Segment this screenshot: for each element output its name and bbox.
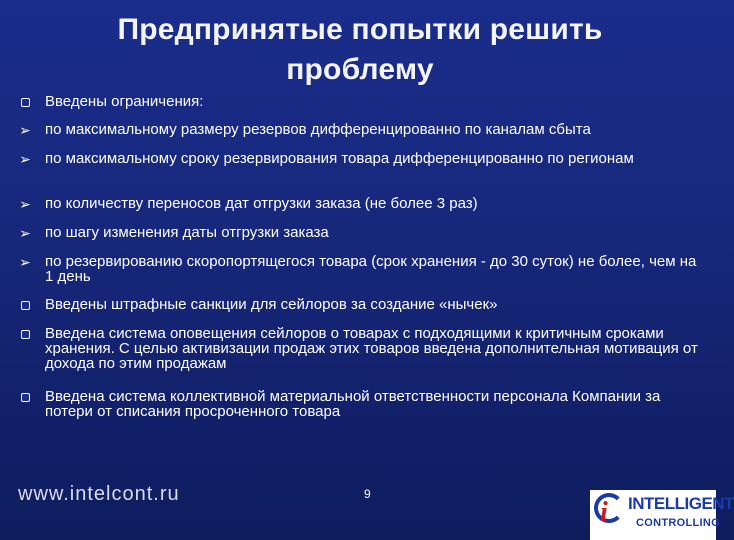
arrow-bullet-icon: ➢	[19, 225, 31, 241]
arrow-bullet-icon: ➢	[19, 196, 31, 212]
title-line-1: Предпринятые попытки решить	[117, 13, 603, 46]
page-number: 9	[364, 487, 371, 501]
arrow-bullet-icon: ➢	[19, 151, 31, 167]
logo-word-intelligent: INTELLIGENT	[628, 494, 734, 513]
arrow-bullet-icon: ➢	[19, 254, 31, 270]
bullet-text: Введена система оповещения сейлоров о товарах с подходящими к критичным сроками хранения. С целью активизации продаж этих товаров введена дополнительная мотивация от дохода по этим продажам	[45, 325, 698, 372]
arrow-bullet-icon: ➢	[19, 122, 31, 138]
checkbox-bullet-icon	[18, 390, 32, 404]
bullet-text: Введена система коллективной материальной ответственности персонала Компании за потери от списания просроченного товара	[45, 388, 661, 420]
title-line-2: проблему	[286, 53, 434, 86]
checkbox-bullet-icon	[18, 95, 32, 109]
bullet-text: Введены штрафные санкции для сейлоров за создание «нычек»	[45, 296, 498, 313]
bullet-text: по количеству переносов дат отгрузки заказа (не более 3 раз)	[45, 195, 478, 212]
footer-url-link[interactable]: www.intelcont.ru	[18, 483, 180, 505]
logo-swoosh-icon	[594, 493, 624, 523]
company-logo	[590, 490, 734, 540]
bullet-text: по резервированию скоропортящегося товара (срок хранения - до 30 суток) не более, чем на 1 день	[45, 253, 697, 285]
bullet-text: по шагу изменения даты отгрузки заказа	[45, 224, 329, 241]
bullet-text: по максимальному сроку резервирования товара дифференцированно по регионам	[45, 150, 634, 167]
logo-word-controlling: CONTROLLING	[636, 517, 720, 529]
slide-title	[60, 10, 660, 90]
bullet-text: Введены ограничения:	[45, 93, 204, 110]
checkbox-bullet-icon	[18, 327, 32, 341]
checkbox-bullet-icon	[18, 298, 32, 312]
logo-letter: i	[600, 497, 608, 528]
bullet-text: по максимальному размеру резервов дифференцированно по каналам сбыта	[45, 121, 591, 138]
